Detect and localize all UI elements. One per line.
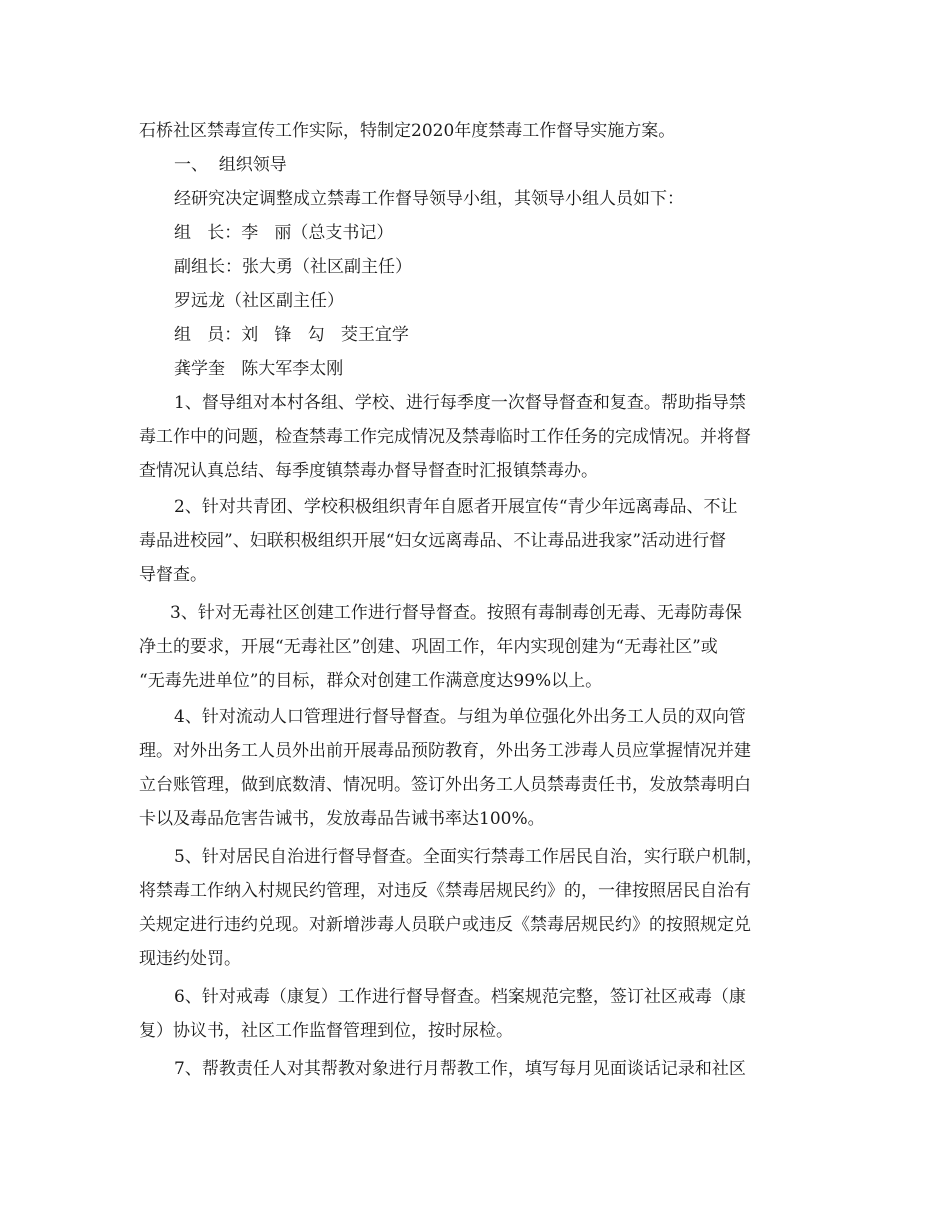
item-7-line: 7、帮教责任人对其帮教对象进行月帮教工作，填写每月见面谈话记录和社区 [174,1059,746,1079]
section-heading: 一、 组织领导 [174,155,287,175]
item-2-line: 2、针对共青团、学校积极组织青年自愿者开展宣传“青少年远离毒品、不让 [174,497,738,517]
item-4-line: 立台账管理，做到底数清、情况明。签订外出务工人员禁毒责任书，发放禁毒明白 [139,775,751,795]
member-line: 龚学奎 陈大军李太刚 [174,359,344,379]
item-2-line: 毒品进校园”、妇联积极组织开展“妇女远离毒品、不让毒品进我家”活动进行督 [139,531,727,551]
item-1-line: 毒工作中的问题，检查禁毒工作完成情况及禁毒临时工作任务的完成情况。并将督 [139,427,751,447]
item-6-line: 6、针对戒毒（康复）工作进行督导督查。档案规范完整，签订社区戒毒（康 [174,987,746,1007]
paragraph-line: 经研究决定调整成立禁毒工作督导领导小组，其领导小组人员如下： [174,189,684,209]
item-4-line: 理。对外出务工人员外出前开展毒品预防教育，外出务工涉毒人员应掌握情况并建 [139,741,751,761]
item-5-line: 将禁毒工作纳入村规民约管理，对违反《禁毒居规民约》的，一律按照居民自治有 [139,881,751,901]
deputy-leader-line: 副组长：张大勇（社区副主任） [174,257,412,277]
item-2-line: 导督查。 [139,565,207,585]
item-5-line: 关规定进行违约兑现。对新增涉毒人员联户或违反《禁毒居规民约》的按照规定兑 [139,915,751,935]
intro-line: 石桥社区禁毒宣传工作实际，特制定2020年度禁毒工作督导实施方案。 [139,121,676,141]
item-3-line: 3、针对无毒社区创建工作进行督导督查。按照有毒制毒创无毒、无毒防毒保 [170,603,742,623]
item-6-line: 复）协议书，社区工作监督管理到位，按时尿检。 [139,1021,513,1041]
item-3-line: 净土的要求，开展“无毒社区”创建、巩固工作，年内实现创建为“无毒社区”或 [139,637,718,657]
member-line: 组 员：刘 锋 勾 茭王宜学 [174,325,409,345]
item-5-line: 现违约处罚。 [139,949,241,969]
item-1-line: 1、督导组对本村各组、学校、进行每季度一次督导督查和复查。帮助指导禁 [174,393,746,413]
leader-line: 组 长：李 丽（总支书记） [174,223,394,243]
item-5-line: 5、针对居民自治进行督导督查。全面实行禁毒工作居民自治，实行联户机制， [174,847,763,867]
item-4-line: 卡以及毒品危害告诫书，发放毒品告诫书率达100%。 [139,809,545,829]
item-3-line: “无毒先进单位”的目标，群众对创建工作满意度达99%以上。 [139,671,603,691]
item-1-line: 查情况认真总结、每季度镇禁毒办督导督查时汇报镇禁毒办。 [139,461,598,481]
deputy-leader-line: 罗远龙（社区副主任） [174,291,344,311]
item-4-line: 4、针对流动人口管理进行督导督查。与组为单位强化外出务工人员的双向管 [174,707,746,727]
